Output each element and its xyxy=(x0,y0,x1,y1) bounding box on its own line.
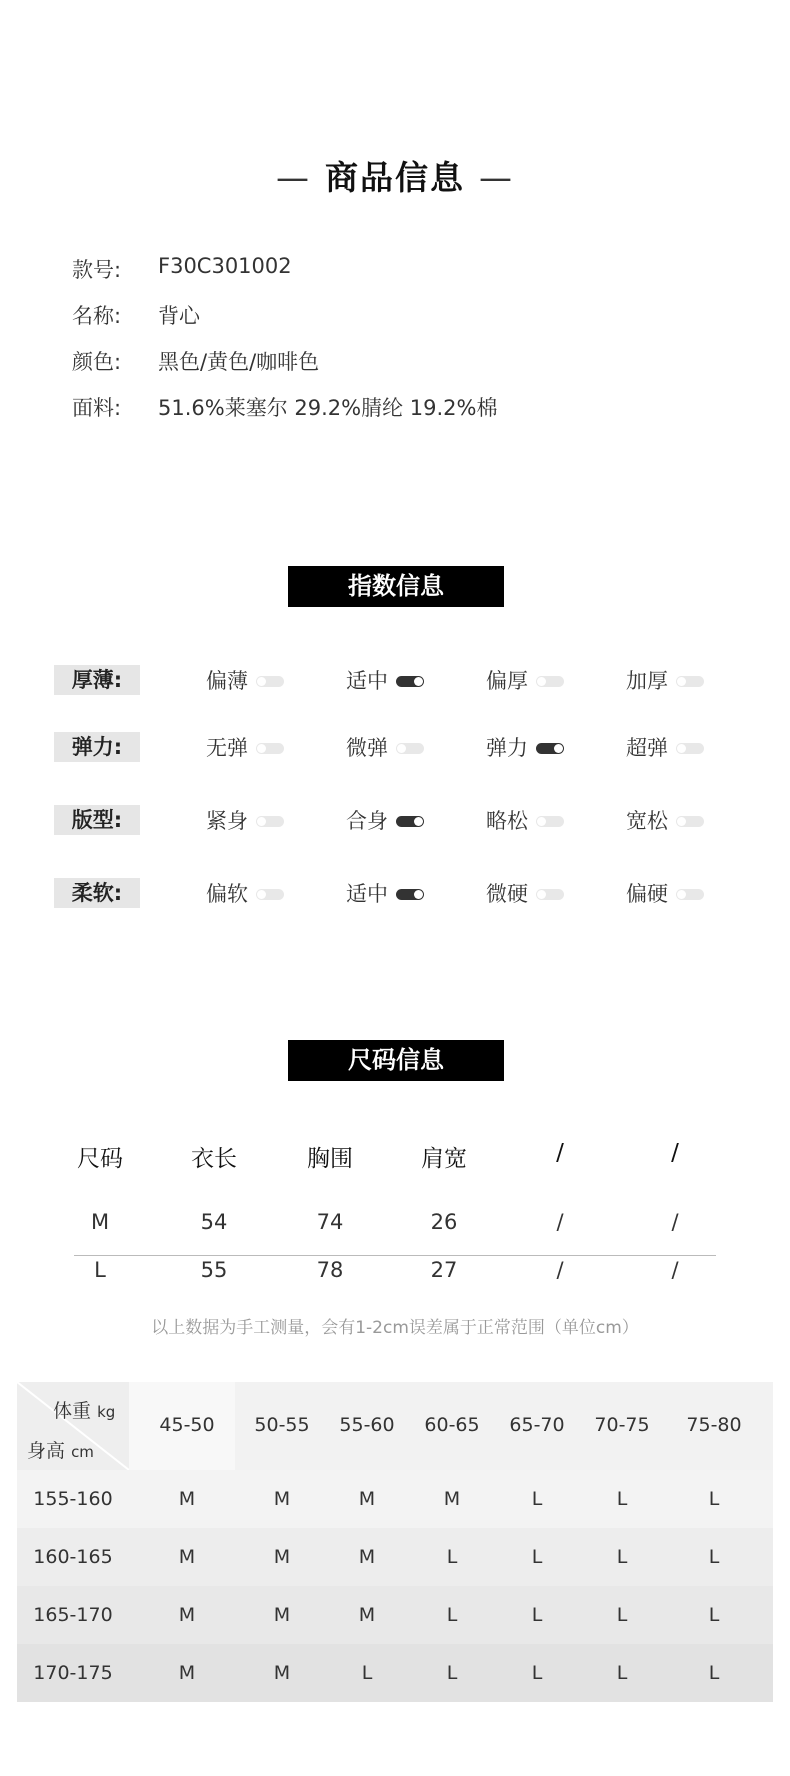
toggle-off-icon xyxy=(676,676,704,687)
size-table-cell: 78 xyxy=(316,1258,344,1282)
recommended-size-cell: L xyxy=(361,1662,373,1684)
index-option-label: 宽松 xyxy=(626,809,668,833)
toggle-knob xyxy=(677,817,686,826)
recommended-size-cell: M xyxy=(178,1604,196,1626)
recommended-size-cell: L xyxy=(446,1604,458,1626)
index-option xyxy=(626,665,704,695)
size-header-cell: / xyxy=(671,1140,679,1166)
height-cell: 160-165 xyxy=(33,1546,113,1568)
weight-unit: kg xyxy=(97,1403,116,1421)
toggle-knob xyxy=(414,890,423,899)
index-option xyxy=(626,878,704,908)
size-table-cell: / xyxy=(671,1210,679,1234)
recommended-size-cell: L xyxy=(708,1604,720,1626)
size-table-cell: / xyxy=(671,1258,679,1282)
size-header-cell: 尺码 xyxy=(77,1146,123,1172)
size-table-cell: 74 xyxy=(316,1210,344,1234)
info-row-fabric xyxy=(72,392,732,422)
index-row-label: 柔软: xyxy=(54,878,140,908)
index-option-label: 微弹 xyxy=(346,736,388,760)
index-option-label: 适中 xyxy=(346,669,388,693)
index-option xyxy=(626,805,704,835)
index-option-label: 弹力 xyxy=(486,736,528,760)
height-unit: cm xyxy=(71,1443,94,1461)
toggle-off-icon xyxy=(256,743,284,754)
recommended-size-cell: L xyxy=(708,1488,720,1510)
index-option xyxy=(346,665,424,695)
size-table-cell: L xyxy=(94,1258,106,1282)
toggle-knob xyxy=(677,677,686,686)
weight-header-cell: 60-65 xyxy=(424,1414,480,1436)
index-option xyxy=(206,665,284,695)
toggle-knob xyxy=(414,817,423,826)
recommended-size-cell: M xyxy=(273,1604,291,1626)
info-row-color xyxy=(72,346,732,376)
recommended-size-cell: M xyxy=(178,1662,196,1684)
corner-height-label xyxy=(27,1436,94,1463)
recommended-size-cell: M xyxy=(178,1546,196,1568)
recommended-size-cell: M xyxy=(273,1488,291,1510)
size-table-cell: 27 xyxy=(430,1258,458,1282)
toggle-on-icon xyxy=(396,889,424,900)
info-row-style-no xyxy=(72,254,732,284)
index-option xyxy=(486,805,564,835)
size-table-cell: 54 xyxy=(200,1210,228,1234)
height-cell: 165-170 xyxy=(33,1604,113,1626)
toggle-on-icon xyxy=(396,676,424,687)
toggle-knob xyxy=(257,817,266,826)
index-row-label: 版型: xyxy=(54,805,140,835)
toggle-knob xyxy=(537,677,546,686)
height-cell: 155-160 xyxy=(33,1488,113,1510)
recommendation-row xyxy=(17,1470,773,1528)
toggle-off-icon xyxy=(536,676,564,687)
size-table-divider xyxy=(74,1255,716,1256)
index-option xyxy=(626,732,704,762)
weight-header-cell: 70-75 xyxy=(594,1414,650,1436)
title-dash-right: — xyxy=(479,158,514,197)
recommended-size-cell: L xyxy=(616,1546,628,1568)
size-info-banner: 尺码信息 xyxy=(288,1040,504,1081)
index-option-label: 微硬 xyxy=(486,882,528,906)
toggle-off-icon xyxy=(676,816,704,827)
title-dash-left: — xyxy=(276,158,311,197)
recommended-size-cell: L xyxy=(446,1546,458,1568)
weight-header-cell: 50-55 xyxy=(254,1414,310,1436)
recommended-size-cell: M xyxy=(358,1604,376,1626)
recommended-size-cell: M xyxy=(273,1662,291,1684)
info-label: 面料: xyxy=(72,396,122,420)
recommended-size-cell: L xyxy=(531,1546,543,1568)
info-value: 黑色/黄色/咖啡色 xyxy=(158,350,320,374)
index-option xyxy=(206,878,284,908)
index-option xyxy=(346,805,424,835)
recommendation-row xyxy=(17,1586,773,1644)
recommended-size-cell: M xyxy=(358,1546,376,1568)
index-option-label: 偏硬 xyxy=(626,882,668,906)
toggle-knob xyxy=(257,890,266,899)
recommended-size-cell: L xyxy=(708,1546,720,1568)
info-value: 51.6%莱塞尔 29.2%腈纶 19.2%棉 xyxy=(158,396,498,420)
info-label: 颜色: xyxy=(72,350,122,374)
recommended-size-cell: L xyxy=(616,1488,628,1510)
index-option xyxy=(206,732,284,762)
recommended-size-cell: L xyxy=(531,1662,543,1684)
index-option-label: 无弹 xyxy=(206,736,248,760)
recommended-size-cell: L xyxy=(616,1604,628,1626)
index-option xyxy=(486,732,564,762)
recommended-size-cell: L xyxy=(616,1662,628,1684)
size-recommendation-table xyxy=(17,1382,773,1700)
toggle-knob xyxy=(537,890,546,899)
toggle-knob xyxy=(414,677,423,686)
index-option-label: 偏软 xyxy=(206,882,248,906)
size-header-cell: / xyxy=(556,1140,564,1166)
index-option-label: 适中 xyxy=(346,882,388,906)
info-row-name xyxy=(72,300,732,330)
index-info-banner: 指数信息 xyxy=(288,566,504,607)
weight-label-text: 体重 xyxy=(53,1400,92,1422)
height-cell: 170-175 xyxy=(33,1662,113,1684)
info-label: 款号: xyxy=(72,258,122,282)
info-value: F30C301002 xyxy=(158,254,292,278)
recommended-size-cell: L xyxy=(446,1662,458,1684)
weight-header-cell: 55-60 xyxy=(339,1414,395,1436)
toggle-knob xyxy=(257,744,266,753)
index-option-label: 合身 xyxy=(346,809,388,833)
info-value: 背心 xyxy=(158,304,200,328)
index-option xyxy=(346,732,424,762)
toggle-off-icon xyxy=(536,889,564,900)
index-option xyxy=(486,665,564,695)
toggle-off-icon xyxy=(396,743,424,754)
info-label: 名称: xyxy=(72,304,122,328)
height-label-text: 身高 xyxy=(27,1440,66,1462)
product-info-title-text: 商品信息 xyxy=(325,158,465,197)
measurement-note: 以上数据为手工测量，会有1-2cm误差属于正常范围（单位cm） xyxy=(151,1318,639,1338)
index-row-label: 厚薄: xyxy=(54,665,140,695)
toggle-off-icon xyxy=(676,889,704,900)
size-table-cell: / xyxy=(556,1258,564,1282)
recommended-size-cell: L xyxy=(531,1604,543,1626)
recommended-size-cell: L xyxy=(708,1662,720,1684)
index-option-label: 偏厚 xyxy=(486,669,528,693)
size-header-cell: 衣长 xyxy=(191,1146,237,1172)
recommended-size-cell: L xyxy=(531,1488,543,1510)
corner-weight-label xyxy=(53,1396,115,1423)
index-row-label: 弹力: xyxy=(54,732,140,762)
size-header-cell: 肩宽 xyxy=(421,1146,467,1172)
recommendation-row xyxy=(17,1644,773,1702)
recommended-size-cell: M xyxy=(273,1546,291,1568)
toggle-off-icon xyxy=(256,816,284,827)
recommended-size-cell: M xyxy=(443,1488,461,1510)
product-info-title xyxy=(0,152,790,199)
index-option xyxy=(346,878,424,908)
header-corner-cell xyxy=(17,1382,129,1470)
toggle-knob xyxy=(554,744,563,753)
weight-header-cell: 45-50 xyxy=(159,1414,215,1436)
index-option-label: 紧身 xyxy=(206,809,248,833)
toggle-knob xyxy=(677,890,686,899)
toggle-off-icon xyxy=(256,676,284,687)
index-option xyxy=(486,878,564,908)
size-table-cell: 26 xyxy=(430,1210,458,1234)
toggle-knob xyxy=(397,744,406,753)
toggle-on-icon xyxy=(536,743,564,754)
toggle-off-icon xyxy=(256,889,284,900)
index-option-label: 加厚 xyxy=(626,669,668,693)
recommendation-row xyxy=(17,1528,773,1586)
size-table-cell: / xyxy=(556,1210,564,1234)
toggle-knob xyxy=(677,744,686,753)
toggle-off-icon xyxy=(676,743,704,754)
size-table-cell: M xyxy=(90,1210,110,1234)
index-option-label: 偏薄 xyxy=(206,669,248,693)
recommended-size-cell: M xyxy=(358,1488,376,1510)
index-option xyxy=(206,805,284,835)
weight-header-cell: 75-80 xyxy=(686,1414,742,1436)
index-option-label: 超弹 xyxy=(626,736,668,760)
toggle-off-icon xyxy=(536,816,564,827)
index-option-label: 略松 xyxy=(486,809,528,833)
size-header-cell: 胸围 xyxy=(307,1146,353,1172)
recommended-size-cell: M xyxy=(178,1488,196,1510)
weight-header-cell: 65-70 xyxy=(509,1414,565,1436)
toggle-knob xyxy=(537,817,546,826)
toggle-knob xyxy=(257,677,266,686)
toggle-on-icon xyxy=(396,816,424,827)
size-table-cell: 55 xyxy=(200,1258,228,1282)
